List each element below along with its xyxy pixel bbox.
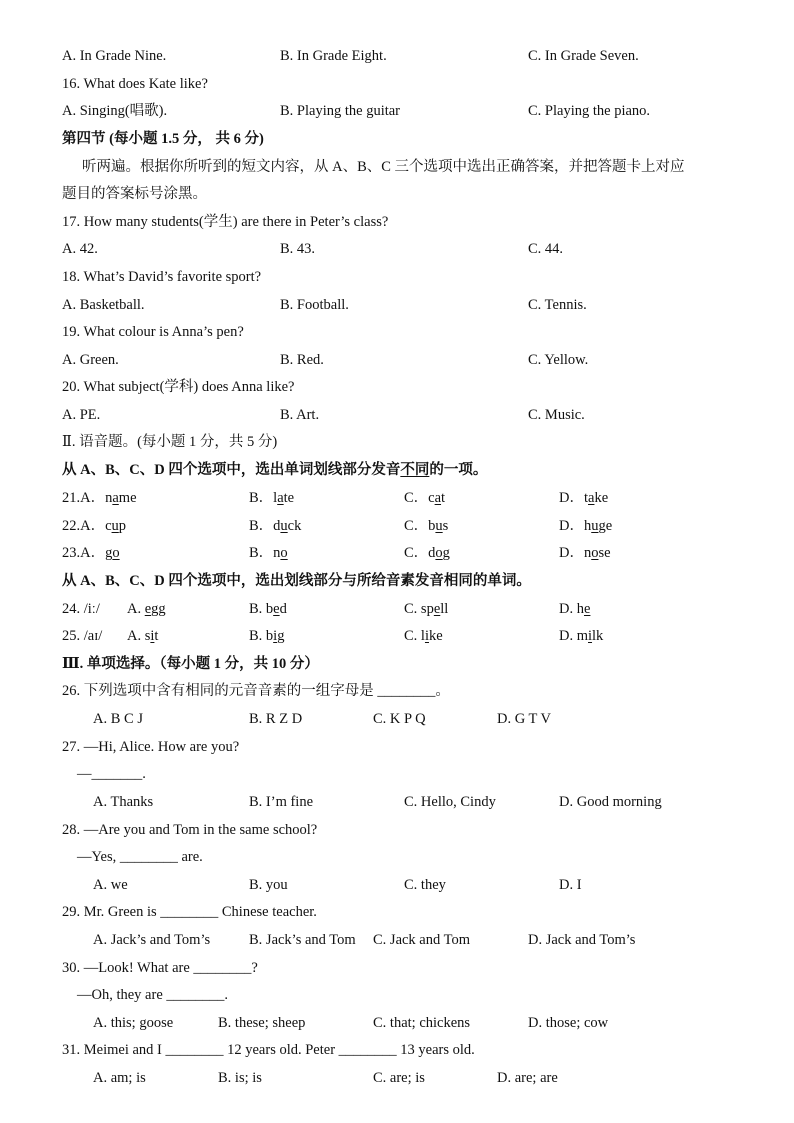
question-31 [0,1039,794,1061]
word-part: se [598,545,611,561]
option-label: C． [404,545,429,561]
option-b: B. Football. [280,297,349,313]
question-22 [0,515,794,537]
word-part: ge [598,518,613,534]
question-stem: 29. Mr. Green is ________ Chinese teacher. [62,904,317,920]
word-part: d [428,545,436,561]
question-23 [0,542,794,564]
instruction-underlined: 不同 [400,462,430,478]
question-20 [0,376,794,398]
underlined-part: o [435,545,443,561]
word-part: d [279,601,287,617]
question-number: 25. /aɪ/ [62,628,103,644]
word-part: n [583,545,592,561]
section-heading: Ⅱ. 语音题。(每小题 1 分，共 5 分) [62,434,278,450]
option-a: A. we [93,877,128,893]
question-17-options [0,238,794,260]
part-3-header [0,653,794,675]
word-part: g [442,545,450,561]
question-26-options [0,708,794,730]
underlined-part: a [434,490,442,506]
word-part: D. h [559,601,584,617]
option-b: B. Red. [280,352,324,368]
option-c: C. Music. [528,407,585,423]
question-28 [0,819,794,841]
option-b: B. Jack’s and Tom [249,932,356,948]
option-d: D. I [559,877,582,893]
question-stem: 27. —Hi, Alice. How are you? [62,739,240,755]
option-a [62,487,137,509]
option-c [404,515,448,537]
option-b: B. Playing the guitar [280,103,401,119]
option-c: C. 44. [528,241,564,257]
option-a: A. B C J [93,711,143,727]
word-part: lk [592,628,604,644]
question-28-options [0,874,794,896]
underlined-part: o [112,545,120,561]
option-a: A. 42. [62,241,98,257]
word-part: ke [594,490,609,506]
instruction-text: 从 A、B、C、D 四个选项中，选出单词划线部分发音 [62,462,401,478]
underlined-part: e [583,601,591,617]
section-heading: 第四节 (每小题 1.5 分， 共 6 分) [62,131,264,147]
question-21 [0,487,794,509]
section-heading: Ⅲ. 单项选择。（每小题 1 分，共 10 分） [62,656,319,672]
question-26 [0,680,794,702]
question-16-options [0,100,794,122]
word-part: p [118,518,127,534]
question-19-options [0,349,794,371]
option-c [404,542,450,564]
word-part: B. b [249,601,274,617]
question-19 [0,321,794,343]
option-d [559,625,603,647]
question-31-options [0,1067,794,1089]
part-2-header [0,431,794,453]
option-c: C. Yellow. [528,352,589,368]
option-b [249,542,288,564]
underlined-part: a [588,490,595,506]
word-part: s [442,518,449,534]
question-25 [0,625,794,647]
option-c: C. Tennis. [528,297,587,313]
option-c: C. K P Q [373,711,426,727]
option-c: C. they [404,877,446,893]
option-a: A. Jack’s and Tom’s [93,932,211,948]
option-label: C． [404,490,429,506]
instruction [62,459,487,481]
option-b [249,487,294,509]
question-stem: 30. —Look! What are ________? [62,960,258,976]
option-a [127,625,158,647]
option-d: D. Jack and Tom’s [528,932,636,948]
option-c: C. that; chickens [373,1015,471,1031]
question-stem: 18. What’s David’s favorite sport? [62,269,262,285]
question-30-reply [0,984,794,1006]
word-part: t [441,490,446,506]
option-d [559,487,608,509]
word-part: l [273,490,278,506]
reply-line: —_______. [77,766,146,782]
option-label: C． [404,518,429,534]
word-part: t [583,490,589,506]
underlined-part: e [144,601,152,617]
option-a: A. Green. [62,352,119,368]
word-part: ll [440,601,449,617]
question-16 [0,73,794,95]
underlined-part: u [435,518,443,534]
question-stem: 19. What colour is Anna’s pen? [62,324,244,340]
option-d [559,542,611,564]
underlined-part: i [424,628,429,644]
option-b: B. you [249,877,288,893]
word-part: ck [287,518,302,534]
question-stem: 16. What does Kate like? [62,76,208,92]
option-a: A. Basketball. [62,297,145,313]
section-4-instructions-2 [0,183,794,205]
word-part: n [273,545,281,561]
option-d: D. Good morning [559,794,662,810]
word-part: A. [127,601,145,617]
word-part: d [273,518,281,534]
underlined-part: i [150,628,155,644]
part-2-instruction-a [0,459,794,481]
word-part: n [105,490,113,506]
underlined-part: u [280,518,288,534]
option-a [127,598,166,620]
option-a: A. PE. [62,407,101,423]
reply-line: —Oh, they are ________. [77,987,229,1003]
option-a [62,542,120,564]
underlined-part: u [591,518,599,534]
option-c: C. Jack and Tom [373,932,470,948]
option-label: D． [559,518,584,534]
option-b: B. Art. [280,407,320,423]
option-d: D. are; are [497,1070,558,1086]
underlined-part: u [111,518,119,534]
word-part: gg [151,601,166,617]
word-part: c [105,518,112,534]
underlined-part: i [273,628,278,644]
question-18-options [0,294,794,316]
word-part: c [428,490,435,506]
word-part: t [154,628,159,644]
option-c: C. Playing the piano. [528,103,651,119]
question-stem: 20. What subject(学科) does Anna like? [62,379,295,395]
question-stem: 28. —Are you and Tom in the same school? [62,822,318,838]
word-part: C. sp [404,601,434,617]
option-b: B. In Grade Eight. [280,48,387,64]
option-b [249,625,284,647]
instruction-text-end: 的一项。 [429,462,488,478]
option-b [249,598,287,620]
option-c: C. are; is [373,1070,425,1086]
underlined-part: e [433,601,441,617]
question-17 [0,211,794,233]
question-number: 22.A． [62,518,106,534]
option-d [559,515,612,537]
underlined-part: i [588,628,593,644]
word-part: h [583,518,592,534]
question-27-options [0,791,794,813]
word-part: B. b [249,628,274,644]
word-part: b [428,518,436,534]
option-a: A. am; is [93,1070,146,1086]
word-part: me [118,490,137,506]
option-c: C. Hello, Cindy [404,794,496,810]
question-29-options [0,929,794,951]
underlined-part: e [273,601,280,617]
option-label: B． [249,545,274,561]
question-30 [0,957,794,979]
option-b: B. R Z D [249,711,303,727]
question-number: 24. /iː/ [62,601,100,617]
word-part: te [283,490,295,506]
question-number: 23.A． [62,545,106,561]
question-27 [0,736,794,758]
option-a: A. Thanks [93,794,154,810]
question-24 [0,598,794,620]
question-number: 21.A． [62,490,106,506]
option-b [249,515,301,537]
underlined-part: a [112,490,119,506]
question-29 [0,901,794,923]
instruction: 从 A、B、C、D 四个选项中，选出划线部分与所给音素发音相同的单词。 [62,573,531,589]
option-a: A. this; goose [93,1015,174,1031]
option-label: B． [249,518,274,534]
underlined-part: a [277,490,284,506]
option-b: B. 43. [280,241,316,257]
option-c [404,487,445,509]
option-b: B. is; is [218,1070,262,1086]
underlined-part: o [280,545,288,561]
word-part: ke [428,628,443,644]
question-28-reply [0,846,794,868]
q15-options [0,45,794,67]
option-a: A. Singing(唱歌). [62,103,168,119]
instruction-line-2: 题目的答案标号涂黑。 [62,186,207,202]
option-c [404,625,443,647]
option-label: D． [559,490,584,506]
instruction-line-1: 听两遍。根据你所听到的短文内容，从 A、B、C 三个选项中选出正确答案，并把答题卡上对应 [82,159,685,175]
option-d: D. those; cow [528,1015,609,1031]
word-part: C. l [404,628,425,644]
option-c [404,598,448,620]
section-4-header [0,128,794,150]
word-part: g [277,628,285,644]
option-a: A. In Grade Nine. [62,48,167,64]
option-d: D. G T V [497,711,551,727]
part-2-instruction-b [0,570,794,592]
question-stem: 26. 下列选项中含有相同的元音音素的一组字母是 ________。 [62,683,450,699]
reply-line: —Yes, ________ are. [77,849,203,865]
question-27-reply [0,763,794,785]
question-18 [0,266,794,288]
underlined-part: o [591,545,599,561]
section-4-instructions [0,156,794,178]
question-20-options [0,404,794,426]
question-30-options [0,1012,794,1034]
option-label: B． [249,490,274,506]
option-c: C. In Grade Seven. [528,48,639,64]
option-b: B. these; sheep [218,1015,306,1031]
option-label: D． [559,545,584,561]
option-a [62,515,126,537]
word-part: A. s [127,628,151,644]
option-b: B. I’m fine [249,794,314,810]
word-part: D. m [559,628,588,644]
option-d [559,598,590,620]
word-part: g [105,545,113,561]
question-stem: 31. Meimei and I ________ 12 years old. Peter ________ 13 years old. [62,1042,475,1058]
question-stem: 17. How many students(学生) are there in Peter’s class? [62,214,389,230]
